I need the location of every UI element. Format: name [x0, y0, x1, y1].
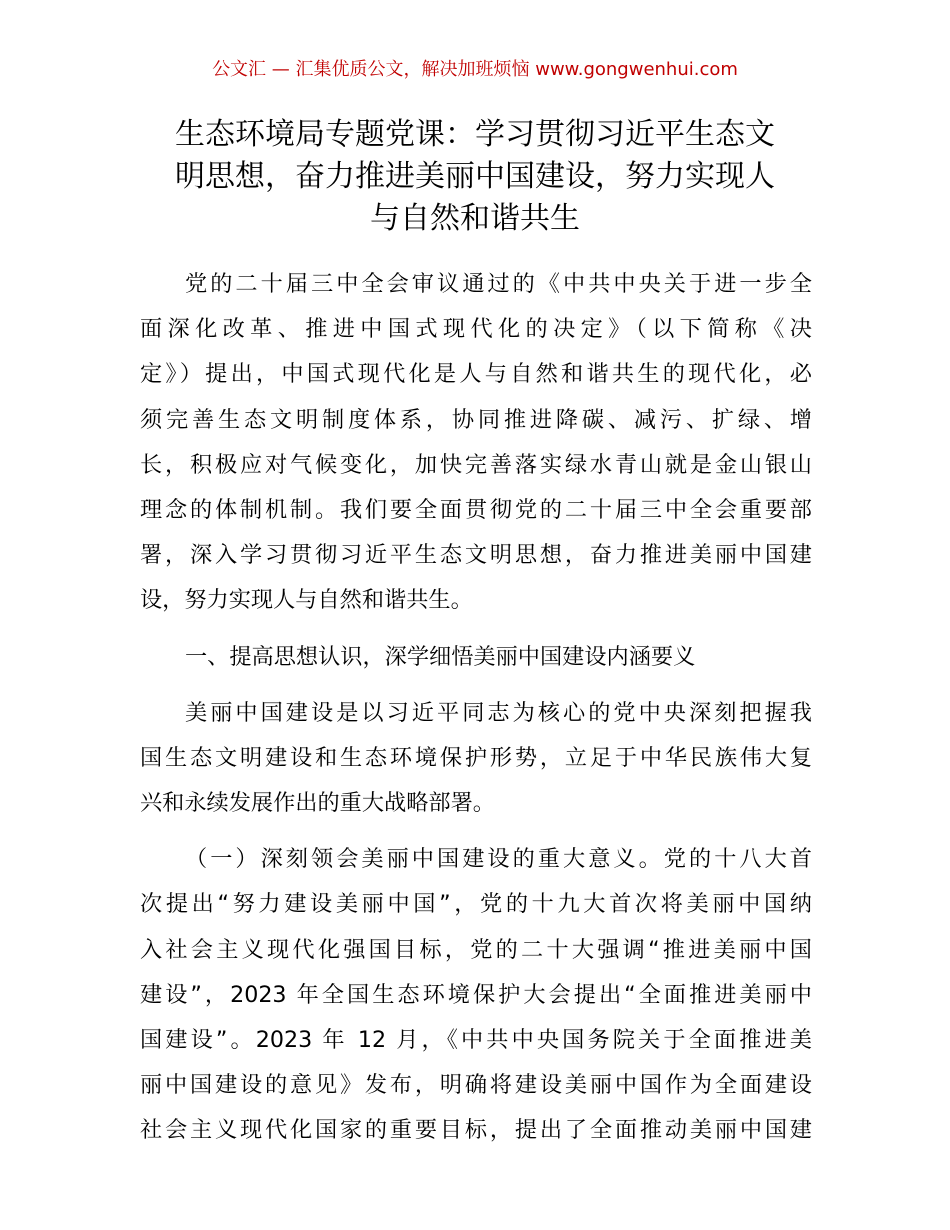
text-line: 设，努力实现人与自然和谐共生。 [140, 587, 473, 614]
document-title [140, 114, 810, 240]
text-line: 面深化改革、推进中国式现代化的决定》（以下简称《决 [140, 316, 812, 343]
title-line: 与自然和谐共生 [370, 201, 580, 236]
text-line: 一、提高思想认识，深学细悟美丽中国建设内涵要义 [185, 643, 696, 670]
site-header-banner: 公文汇 — 汇集优质公文，解决加班烦恼 www.gongwenhui.com [212, 59, 738, 80]
document-body [140, 262, 812, 1165]
text-line: 定》）提出，中国式现代化是人与自然和谐共生的现代化，必 [140, 361, 812, 388]
intro-paragraph [140, 262, 812, 624]
text-line: 国建设”。2023 年 12 月，《中共中央国务院关于全面推进美 [140, 1027, 812, 1053]
title-line: 明思想，奋力推进美丽中国建设，努力实现人 [175, 159, 775, 194]
text-line: 次提出“努力建设美丽中国”，党的十九大首次将美丽中国纳 [140, 891, 812, 918]
text-line: 丽中国建设的意见》发布，明确将建设美丽中国作为全面建设 [140, 1072, 812, 1099]
text-line: 兴和永续发展作出的重大战略部署。 [140, 790, 495, 817]
section-heading [140, 635, 812, 680]
text-line: 建设”，2023 年全国生态环境保护大会提出“全面推进美丽中 [140, 981, 812, 1008]
text-line: 社会主义现代化国家的重要目标，提出了全面推动美丽中国建 [140, 1117, 812, 1144]
text-line: 党的二十届三中全会审议通过的《中共中央关于进一步全 [185, 271, 812, 297]
text-line: 入社会主义现代化强国目标，党的二十大强调“推进美丽中国 [140, 936, 812, 963]
text-line: 署，深入学习贯彻习近平生态文明思想，奋力推进美丽中国建 [140, 542, 812, 569]
text-line: 长，积极应对气候变化，加快完善落实绿水青山就是金山银山 [140, 451, 812, 478]
text-line: 须完善生态文明制度体系，协同推进降碳、减污、扩绿、增 [140, 406, 812, 433]
text-line: 理念的体制机制。我们要全面贯彻党的二十届三中全会重要部 [140, 496, 812, 523]
text-line: （一）深刻领会美丽中国建设的重大意义。党的十八大首 [185, 846, 812, 873]
body-paragraph [140, 691, 812, 827]
body-paragraph [140, 837, 812, 1153]
text-line: 美丽中国建设是以习近平同志为核心的党中央深刻把握我 [185, 699, 812, 726]
title-line: 生态环境局专题党课：学习贯彻习近平生态文 [175, 117, 775, 152]
text-line: 国生态文明建设和生态环境保护形势，立足于中华民族伟大复 [140, 744, 812, 771]
